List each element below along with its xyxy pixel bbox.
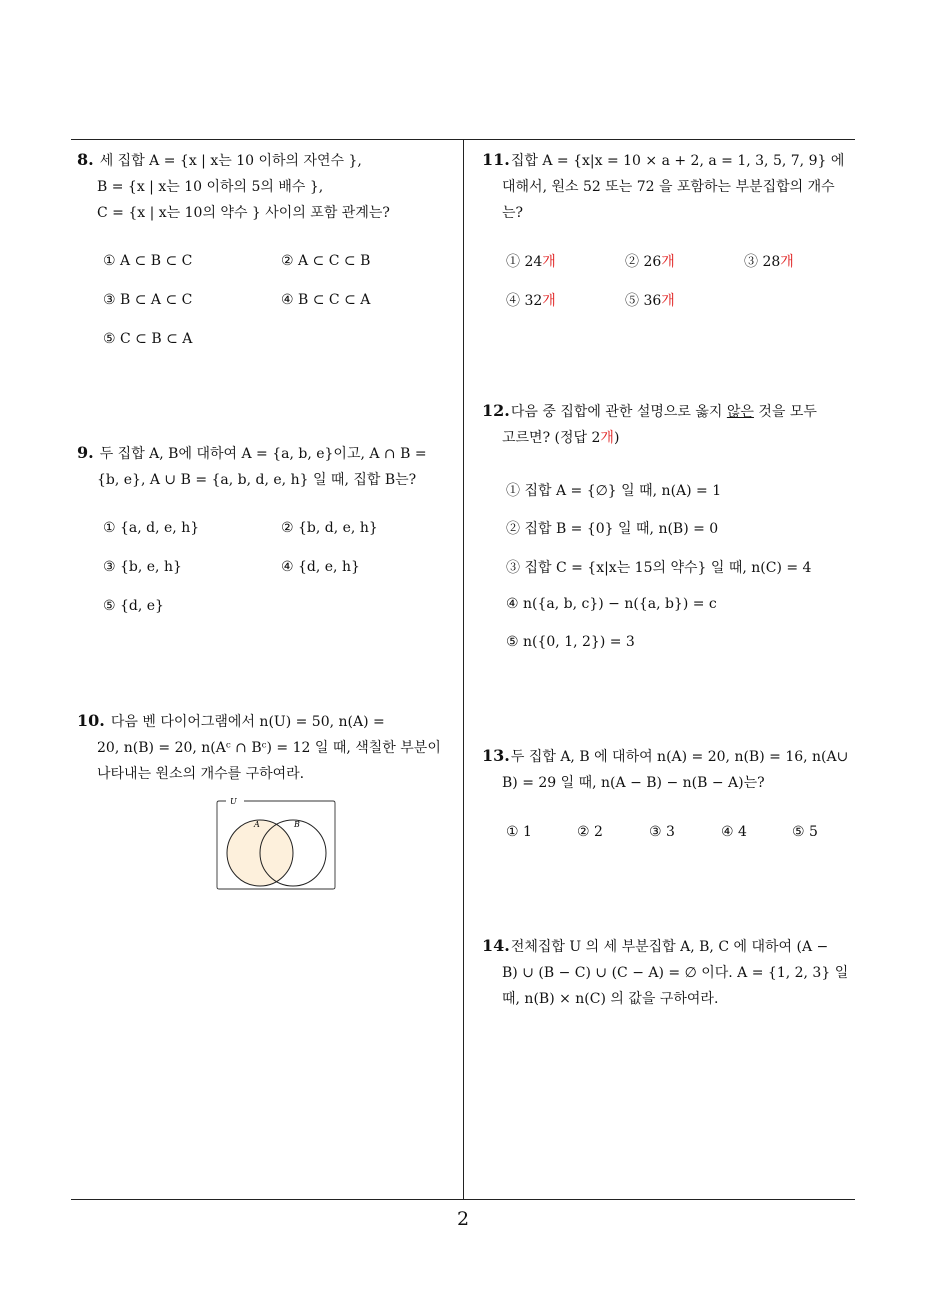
question-text-line: 세 집합 A = {x | x는 10 이하의 자연수 }, [99,153,362,169]
question-text-line: 전체집합 U 의 세 부분집합 A, B, C 에 대하여 (A − [510,939,829,955]
choice-3[interactable] [744,251,794,271]
bottom-rule [71,1199,855,1200]
question-number: 11. [482,150,510,169]
column-divider [463,139,464,1200]
choice-1[interactable]: ① 집합 A = {∅} 일 때, n(A) = 1 [506,483,722,499]
choice-1[interactable]: ① A ⊂ B ⊂ C [103,253,193,269]
venn-diagram [216,798,336,890]
choice-3[interactable]: ③ 집합 C = {x|x는 15의 약수} 일 때, n(C) = 4 [506,560,812,576]
choice-value: ⑤ 36 [625,293,662,309]
question-text-line: 20, n(B) = 20, n(Aᶜ ∩ Bᶜ) = 12 일 때, 색칠한 부분이 [97,740,441,756]
question-number: 10. [77,711,105,730]
question-number: 14. [482,936,510,955]
choice-3[interactable]: ③ {b, e, h} [103,559,182,575]
answer-count-unit: 개 [600,430,614,446]
question-text: 다음 중 집합에 관한 설명으로 옳지 [510,404,727,420]
choice-value: ④ 32 [506,293,543,309]
question-text-line: 집합 A = {x|x = 10 × a + 2, a = 1, 3, 5, 7, 9} 에 [510,153,845,169]
choice-1[interactable] [506,251,556,271]
set-b-label: B [294,820,300,829]
choice-unit: 개 [542,254,556,270]
page-number: 2 [456,1208,470,1230]
choice-unit: 개 [661,254,675,270]
question-12 [482,398,817,451]
question-text-line: 대해서, 원소 52 또는 72 을 포함하는 부분집합의 개수 [502,179,835,195]
choice-unit: 개 [780,254,794,270]
question-text-line: C = {x | x는 10의 약수 } 사이의 포함 관계는? [97,205,390,221]
question-text-line: {b, e}, A ∪ B = {a, b, d, e, h} 일 때, 집합 B는? [97,472,417,488]
choice-2[interactable]: ② 2 [577,824,603,840]
choice-value: ① 24 [506,254,543,270]
choice-1[interactable]: ① 1 [506,824,532,840]
question-10 [77,708,441,787]
set-a-label: A [254,820,260,829]
question-text-line: B) = 29 일 때, n(A − B) − n(B − A)는? [502,775,765,791]
question-9 [77,440,427,493]
choice-5[interactable]: ⑤ 5 [792,824,818,840]
question-13 [482,743,848,796]
choice-4[interactable]: ④ B ⊂ C ⊂ A [281,292,371,308]
choice-5[interactable]: ⑤ C ⊂ B ⊂ A [103,331,193,347]
universe-label: U [230,798,237,806]
underlined-word: 않은 [726,404,754,420]
question-text-line: 나타내는 원소의 개수를 구하여라. [97,766,305,782]
choice-5[interactable] [625,290,675,310]
choice-3[interactable]: ③ B ⊂ A ⊂ C [103,292,193,308]
question-11 [482,147,844,226]
question-text-line: 때, n(B) × n(C) 의 값을 구하여라. [502,991,719,1007]
choice-2[interactable] [625,251,675,271]
choice-5[interactable]: ⑤ {d, e} [103,598,164,614]
question-text-line: B = {x | x는 10 이하의 5의 배수 }, [97,179,324,195]
choice-2[interactable]: ② 집합 B = {0} 일 때, n(B) = 0 [506,521,719,537]
question-8 [77,147,390,226]
choice-unit: 개 [661,293,675,309]
choice-4[interactable]: ④ 4 [721,824,747,840]
question-text-line: 는? [502,205,524,221]
question-14 [482,933,848,1012]
choice-2[interactable]: ② A ⊂ C ⊂ B [281,253,371,269]
question-number: 9. [77,443,94,462]
question-number: 12. [482,401,510,420]
question-text-line: 다음 벤 다이어그램에서 n(U) = 50, n(A) = [110,714,385,730]
choice-value: ② 26 [625,254,662,270]
choice-3[interactable]: ③ 3 [649,824,675,840]
question-text: ) [613,430,620,446]
choice-2[interactable]: ② {b, d, e, h} [281,520,378,536]
question-number: 8. [77,150,94,169]
choice-5[interactable]: ⑤ n({0, 1, 2}) = 3 [506,634,635,650]
choice-4[interactable]: ④ n({a, b, c}) − n({a, b}) = c [506,596,717,612]
choice-1[interactable]: ① {a, d, e, h} [103,520,200,536]
question-number: 13. [482,746,510,765]
choice-4[interactable] [506,290,556,310]
question-text: 고르면? (정답 2 [502,430,601,446]
choice-value: ③ 28 [744,254,781,270]
question-text-line: 두 집합 A, B 에 대하여 n(A) = 20, n(B) = 16, n(A∪ [510,749,849,765]
question-text-line: 두 집합 A, B에 대하여 A = {a, b, e}이고, A ∩ B = [99,446,427,462]
choice-4[interactable]: ④ {d, e, h} [281,559,360,575]
question-text: 것을 모두 [753,404,817,420]
choice-unit: 개 [542,293,556,309]
question-text-line: B) ∪ (B − C) ∪ (C − A) = ∅ 이다. A = {1, 2, 3} 일 [502,965,849,981]
